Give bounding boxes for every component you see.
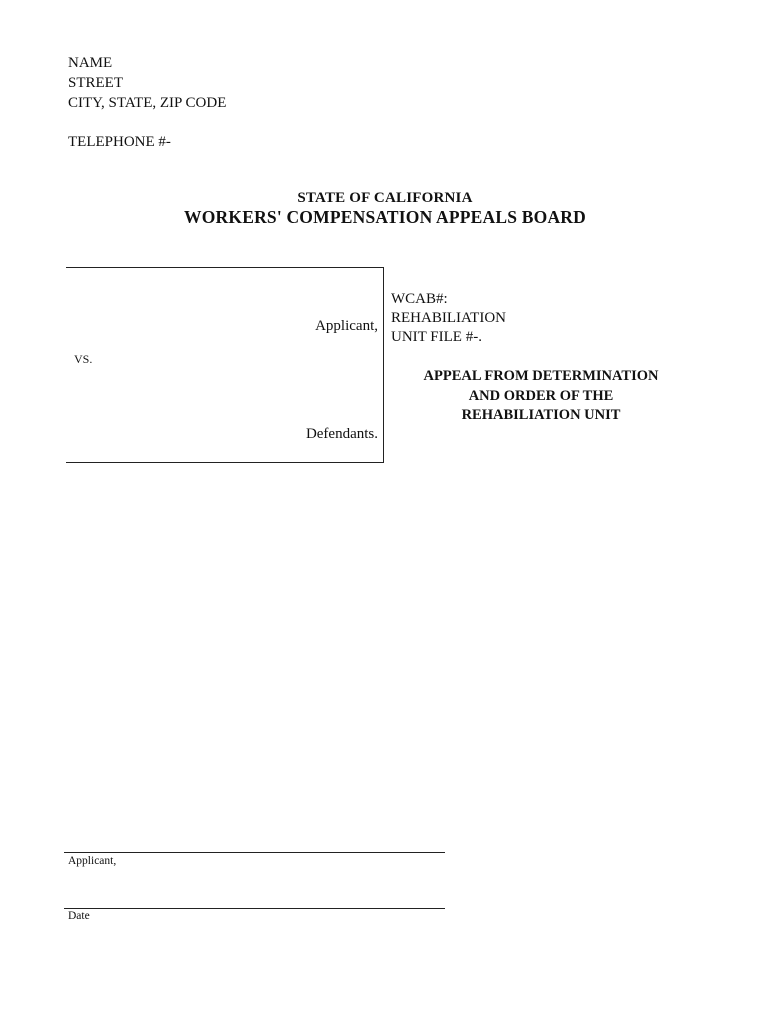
sender-address-block [68,53,226,113]
document-title-line3: REHABILIATION UNIT [461,407,621,423]
rehab-unit-line2: UNIT FILE #-. [391,329,482,345]
caption-bottom-rule [66,462,384,463]
case-info-block [391,290,506,347]
rehab-unit-line1: REHABILIATION [391,310,506,326]
date-signature-label: Date [68,910,90,922]
sender-street: STREET [68,75,123,91]
caption-applicant-label: Applicant, [315,318,378,334]
document-title-line2: AND ORDER OF THE [468,387,614,404]
sender-name: NAME [68,55,113,71]
applicant-signature-line [64,852,445,853]
caption-vs-label: VS. [74,352,93,366]
sender-city-state-zip: CITY, STATE, ZIP CODE [68,95,227,111]
caption-right-rule [383,267,384,463]
caption-defendants-label: Defendants. [305,426,378,442]
court-board-heading: WORKERS' COMPENSATION APPEALS BOARD [184,207,586,227]
caption-top-rule [66,267,384,268]
wcab-number: WCAB#: [391,291,448,307]
applicant-signature-label: Applicant, [68,855,117,867]
court-state-heading: STATE OF CALIFORNIA [297,190,473,206]
date-signature-line [64,908,445,909]
sender-telephone: TELEPHONE #- [68,134,171,150]
document-title-line1: APPEAL FROM DETERMINATION [423,368,659,384]
document-title [400,367,682,426]
